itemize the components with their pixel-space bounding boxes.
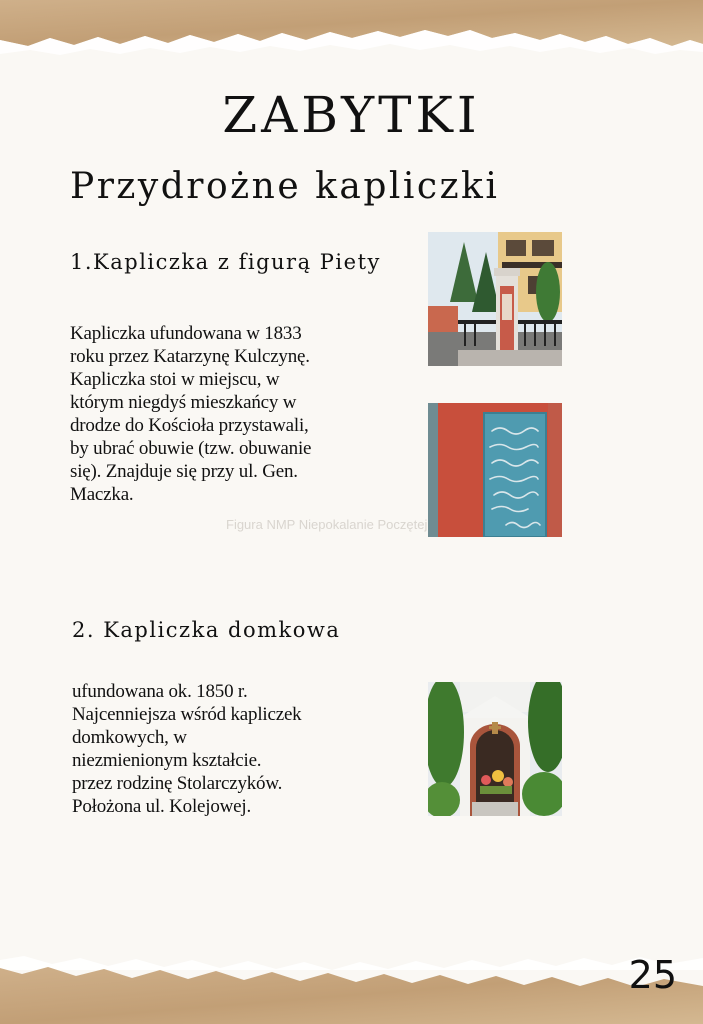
torn-paper-bottom	[0, 940, 703, 1024]
page-title: ZABYTKI	[222, 86, 481, 144]
section-1-heading: 1.Kapliczka z figurą Piety	[70, 250, 381, 274]
photo-inscription-plaque	[428, 403, 562, 537]
photo-caption: Figura NMP Niepokalanie Poczętej	[226, 517, 428, 532]
section-2-text: ufundowana ok. 1850 r. Najcenniejsza wśród kapliczek domkowych, w niezmienionym kształcie. przez rodzinę Stolarczyków. Położona ul. Kolejowej.	[72, 681, 302, 817]
page-number: 25	[628, 953, 677, 997]
page-subtitle: Przydrożne kapliczki	[70, 166, 500, 207]
section-2-heading: 2. Kapliczka domkowa	[72, 618, 341, 642]
photo-pieta-shrine	[428, 232, 562, 366]
section-1-text: Kapliczka ufundowana w 1833 roku przez Katarzynę Kulczynę. Kapliczka stoi w miejscu, w którym niegdyś mieszkańcy w drodze do Kościoła przystawali, by ubrać obuwie (tzw. obuwanie się). Znajduje się przy ul. Gen. Maczka.	[70, 323, 312, 505]
photo-house-chapel	[428, 682, 562, 816]
torn-paper-top	[0, 0, 703, 60]
